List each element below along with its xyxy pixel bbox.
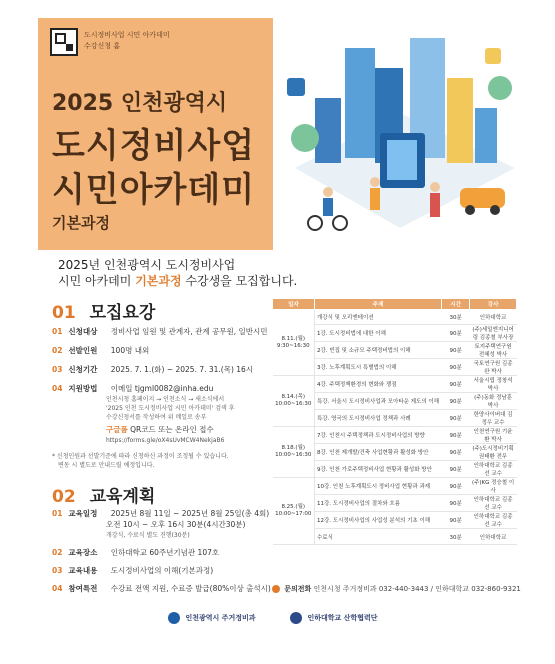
- header-date: 일자: [273, 299, 315, 310]
- time-cell: 90분: [442, 444, 470, 461]
- time-cell: 90분: [442, 410, 470, 427]
- date-time: 10:00~16:30: [275, 401, 312, 408]
- item-key: 선발인원: [68, 346, 98, 355]
- lecturer-cell: 국토연구원 김종완 박사: [470, 359, 517, 376]
- footer-org1: [168, 612, 256, 624]
- item-value: 인하대학교 60주년기념관 107호: [110, 548, 220, 557]
- section2-title: 교육계획: [89, 487, 156, 507]
- note-line2: 변동 시 별도로 안내드릴 예정입니다.: [58, 462, 155, 469]
- schedule-time: 오전 10시 ~ 오후 16시 30분(4시간30분): [106, 520, 246, 529]
- date-cell: [273, 478, 315, 544]
- item-number: 01: [52, 509, 63, 518]
- lecturer-cell: 인하대학교: [470, 529, 517, 544]
- date-cell: [273, 376, 315, 427]
- qr-caption: [84, 30, 170, 52]
- lecturer-cell: (주)세일엔지니어링 김종철 부사장: [470, 325, 517, 342]
- recruit-item: [52, 364, 253, 375]
- topic-cell: 7강. 인천시 주택정책과 도시정비사업의 방향: [314, 427, 441, 444]
- intro-line2: [58, 272, 297, 289]
- item-key: 교육일정: [68, 509, 98, 518]
- method-steps: [106, 395, 235, 422]
- section2-number: 02: [52, 487, 76, 507]
- time-cell: 90분: [442, 359, 470, 376]
- date-day: 8.25.(월): [281, 504, 306, 511]
- lecturer-cell: 인하대학교 김종선 교수: [470, 461, 517, 478]
- time-cell: 90분: [442, 461, 470, 478]
- item-number: 02: [52, 548, 63, 557]
- inquiry-label: 문의전화: [284, 585, 312, 593]
- item-key: 교육내용: [68, 566, 98, 575]
- lecturer-cell: 인하대학교 김종선 교수: [470, 512, 517, 529]
- section1-title: 모집요강: [89, 303, 156, 323]
- time-cell: 90분: [442, 393, 470, 410]
- lecturer-cell: (주)도시정비기획 권태환 전무: [470, 444, 517, 461]
- topic-cell: 특강. 영국의 도시정비사업 정책과 사례: [314, 410, 441, 427]
- date-day: 8.18.(월): [281, 445, 306, 452]
- lecturer-cell: (주)동화 정남훈 박사: [470, 393, 517, 410]
- incheon-logo-icon: [168, 612, 180, 624]
- topic-cell: 수료식: [314, 529, 441, 544]
- intro-line1: 2025년 인천광역시 도시정비사업: [58, 258, 236, 272]
- topic-cell: 4강. 주택정책환경의 변화와 쟁점: [314, 376, 441, 393]
- plan-item: [52, 547, 219, 558]
- item-key: 신청대상: [68, 327, 98, 336]
- topic-cell: 1강. 도시정비법에 대한 이해: [314, 325, 441, 342]
- time-cell: 90분: [442, 512, 470, 529]
- time-cell: 90분: [442, 376, 470, 393]
- table-row: [273, 376, 517, 393]
- item-key: 참여특전: [68, 584, 98, 593]
- inquiry-line: [272, 584, 521, 594]
- table-row: [273, 310, 517, 325]
- lecturer-cell: (주)KG 정승철 이사: [470, 478, 517, 495]
- item-key: 교육장소: [68, 548, 98, 557]
- table-row: [273, 427, 517, 444]
- date-cell: [273, 427, 315, 478]
- method-step2: '2025 인천 도시정비사업 시민 아카데미' 검색 후: [106, 405, 235, 412]
- recruit-note: [52, 452, 229, 470]
- topic-cell: 12강. 도시정비사업의 사업성 분석의 기초 이해: [314, 512, 441, 529]
- item-value: 정비사업 임원 및 관계자, 관계 공무원, 일반시민: [110, 327, 268, 336]
- lecturer-cell: 한양사이버대 김정우 교수: [470, 410, 517, 427]
- section2-heading: [52, 482, 155, 507]
- schedule-table: [272, 298, 517, 545]
- topic-cell: 11강. 도시정비사업의 절차와 흐름: [314, 495, 441, 512]
- plan-item: [52, 508, 269, 519]
- topic-cell: 9강. 인천 가로주택정비사업 현황과 활성화 방안: [314, 461, 441, 478]
- method-step1: 인천시청 홈페이지 → 인천소식 → 새소식에서: [106, 396, 225, 403]
- time-cell: 90분: [442, 325, 470, 342]
- google-form-url[interactable]: https://forms.gle/oX4sUvMCW4NekjaB6: [106, 437, 225, 444]
- google-form-line: [106, 424, 214, 435]
- qr-caption-line1: 도시정비사업 시민 아카데미: [84, 31, 170, 39]
- footer-org2-label: 인하대학교 산학협력단: [307, 614, 378, 622]
- time-cell: 90분: [442, 342, 470, 359]
- footer-org1-label: 인천광역시 주거정비과: [185, 614, 256, 622]
- header-lecturer: 강사: [470, 299, 517, 310]
- item-key: 신청기간: [68, 365, 98, 374]
- plan-schedule-time: [106, 519, 245, 530]
- date-day: 8.11.(월): [281, 335, 306, 342]
- item-number: 02: [52, 346, 63, 355]
- lecturer-cell: 인하대학교 김종선 교수: [470, 495, 517, 512]
- city-illustration: [275, 18, 525, 250]
- recruit-item: [52, 326, 268, 337]
- note-line1: * 신청인원과 선발기준에 따라 신청하신 과정이 조정될 수 있습니다.: [52, 453, 229, 460]
- item-number: 04: [52, 584, 63, 593]
- recruit-item: [52, 383, 213, 394]
- item-number: 03: [52, 365, 63, 374]
- section1-number: 01: [52, 303, 76, 323]
- table-header-row: [273, 299, 517, 310]
- intro-line2-post: 수강생을 모집합니다.: [185, 274, 298, 288]
- date-time: 10:00~17:00: [275, 511, 312, 518]
- lecturer-cell: 인천연구원 기윤환 박사: [470, 427, 517, 444]
- item-value: 도시정비사업의 이해(기본과정): [110, 566, 214, 575]
- time-cell: 30분: [442, 310, 470, 325]
- hero-banner: [38, 18, 273, 250]
- item-number: 01: [52, 327, 63, 336]
- qr-caption-line2: 수강신청 홈: [84, 42, 121, 50]
- topic-cell: 10강. 인천 노후계획도시 정비사업 현황과 과제: [314, 478, 441, 495]
- topic-cell: 2강. 빈집 및 소규모 주택정비법의 이해: [314, 342, 441, 359]
- date-time: 10:00~16:30: [275, 452, 312, 459]
- topic-cell: 개강식 및 오리엔테이션: [314, 310, 441, 325]
- topic-cell: 특강. 서울시 도시정비사업과 모아타운 제도의 이해: [314, 393, 441, 410]
- lecturer-cell: 토지주택연구원 전혜성 박사: [470, 342, 517, 359]
- item-key: 지원방법: [68, 384, 98, 393]
- header-time: 시간: [442, 299, 470, 310]
- phone-icon: [272, 585, 280, 593]
- date-time: 9:30~16:30: [276, 342, 310, 349]
- time-cell: 90분: [442, 478, 470, 495]
- recruit-item: [52, 345, 149, 356]
- method-step3: 수강신청서를 작성하여 위 메일로 송부: [106, 414, 207, 421]
- lecturer-cell: 인하대학교: [470, 310, 517, 325]
- section1-heading: [52, 298, 155, 323]
- lecturer-cell: 서울시립 정창석 박사: [470, 376, 517, 393]
- qr-code-icon[interactable]: [50, 28, 78, 56]
- item-value: 2025. 7. 1.(화) ~ 2025. 7. 31.(목) 16시: [110, 365, 254, 374]
- intro-line2-pre: 시민 아카데미: [58, 274, 132, 288]
- item-value[interactable]: 이메일 tjgml0082@inha.edu: [110, 384, 214, 393]
- google-form-label: 구글폼: [106, 425, 128, 434]
- date-cell: [273, 310, 315, 376]
- inha-logo-icon: [290, 612, 302, 624]
- item-number: 04: [52, 384, 63, 393]
- item-value: 수강료 전액 지원, 수료증 발급(80%이상 출석시): [110, 584, 271, 593]
- schedule-sub: 개강식, 수료식 별도 진행(30분): [106, 532, 190, 539]
- date-day: 8.14.(목): [281, 394, 306, 401]
- time-cell: 90분: [442, 495, 470, 512]
- intro-highlight: 기본과정: [135, 274, 182, 288]
- topic-cell: 3강. 노후계획도시 특별법의 이해: [314, 359, 441, 376]
- time-cell: 90분: [442, 427, 470, 444]
- table-row: [273, 478, 517, 495]
- google-form-text: QR코드 또는 온라인 접수: [130, 425, 214, 434]
- topic-cell: 8강. 인천 제개발/건축 사업현황과 활성화 방안: [314, 444, 441, 461]
- plan-item: [52, 583, 271, 594]
- item-value: 100명 내외: [110, 346, 150, 355]
- inquiry-text: 인천시청 주거정비과 032-440-3443 / 인하대학교 032-860-9321: [313, 585, 521, 593]
- hero-title-line2: 시민아카데미: [52, 170, 256, 210]
- hero-year-title: 2025 인천광역시: [52, 91, 228, 116]
- hero-subtitle: 기본과정: [52, 214, 110, 232]
- time-cell: 30분: [442, 529, 470, 544]
- header-topic: 주제: [314, 299, 441, 310]
- footer-org2: [290, 612, 378, 624]
- hero-title-line1: 도시정비사업: [52, 126, 256, 166]
- plan-item: [52, 565, 213, 576]
- item-number: 03: [52, 566, 63, 575]
- item-value: 2025년 8월 11일 ~ 2025년 8월 25일(총 4회): [110, 509, 270, 518]
